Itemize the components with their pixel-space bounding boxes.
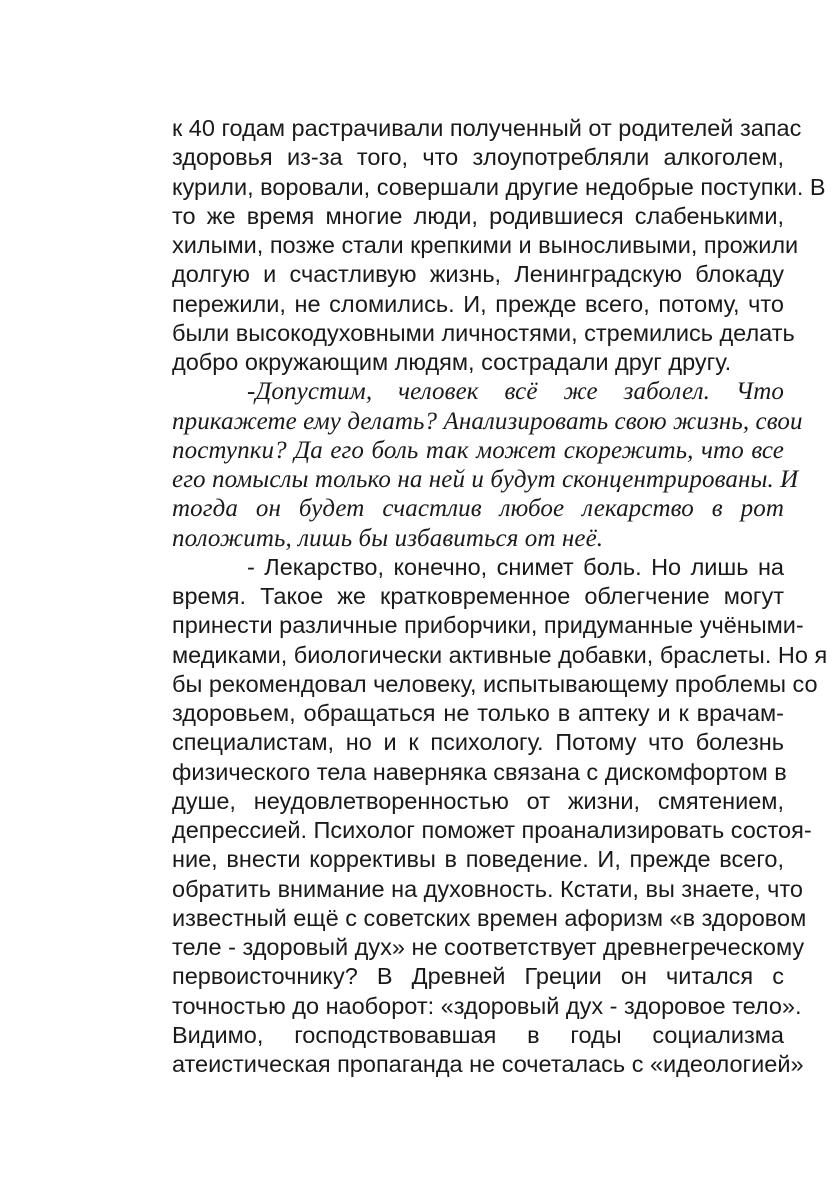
text-line: первоисточнику? В Древней Греции он читался с xyxy=(172,963,784,990)
text-line: здоровьем, обращаться не только в аптеку и к врачам- xyxy=(172,700,784,726)
text-line: обратить внимание на духовность. Кстати, вы знаете, что xyxy=(172,875,803,902)
text-line: поступки? Да его боль так может скорежить, что все xyxy=(172,436,784,464)
text-line: Видимо, господствовавшая в годы социализма xyxy=(172,1021,784,1048)
paragraph-3-answer xyxy=(172,553,828,1080)
text-column xyxy=(172,114,828,1079)
text-line: положить, лишь бы избавиться от неё. xyxy=(172,524,604,552)
text-line: долгую и счастливую жизнь, Ленинградскую блокаду xyxy=(172,261,784,288)
text-line: ние, внести коррективы в поведение. И, прежде всего, xyxy=(172,846,784,873)
text-line: бы рекомендовал человеку, испытывающему проблемы со xyxy=(172,670,818,697)
text-line: тогда он будет счастлив любое лекарство в рот xyxy=(172,495,784,523)
text-line: медиками, биологически активные добавки, браслеты. Но я xyxy=(172,641,828,668)
text-line: прикажете ему делать? Анализировать свою жизнь, свои xyxy=(172,407,803,435)
text-line: то же время многие люди, родившиеся слабенькими, xyxy=(172,202,784,229)
paragraph-2-question xyxy=(172,377,803,553)
paragraph-1 xyxy=(172,114,826,377)
text-line: депрессией. Психолог поможет проанализировать состоя- xyxy=(172,817,812,843)
text-line: были высокодуховными личностями, стремились делать xyxy=(172,319,795,346)
text-line: атеистическая пропаганда не сочеталась с «идеологией» xyxy=(172,1051,804,1077)
text-line: точностью до наоборот: «здоровый дух - здоровое тело». xyxy=(172,992,802,1019)
text-line: время. Такое же кратковременное облегчение могут xyxy=(172,583,784,609)
text-line: добро окружающим людям, сострадали друг другу. xyxy=(172,349,732,375)
text-line: теле - здоровый дух» не соответствует древнегреческому xyxy=(172,934,805,960)
text-line: принести различные приборчики, придуманные учёными- xyxy=(172,612,804,639)
text-line: хилыми, позже стали крепкими и выносливыми, прожили xyxy=(172,232,799,258)
text-line: здоровья из-за того, что злоупотребляли алкоголем, xyxy=(172,144,784,171)
text-line: физического тела наверняка связана с дискомфортом в xyxy=(172,758,787,785)
text-line: его помыслы только на ней и будут сконцентрированы. И xyxy=(172,466,799,493)
text-line: специалистам, но и к психологу. Потому что болезнь xyxy=(172,729,784,756)
text-line: пережили, не сломились. И, прежде всего, потому, что xyxy=(172,290,784,317)
text-line: душе, неудовлетворенностью от жизни, смятением, xyxy=(172,787,784,814)
text-line: -Допустим, человек всё же заболел. Что xyxy=(247,378,784,406)
text-line: - Лекарство, конечно, снимет боль. Но лишь на xyxy=(247,553,784,580)
text-line: к 40 годам растрачивали полученный от родителей запас xyxy=(172,115,802,141)
text-line: известный ещё с советских времен афоризм «в здоровом xyxy=(172,904,807,931)
text-line: курили, воровали, совершали другие недобрые поступки. В xyxy=(172,173,826,200)
